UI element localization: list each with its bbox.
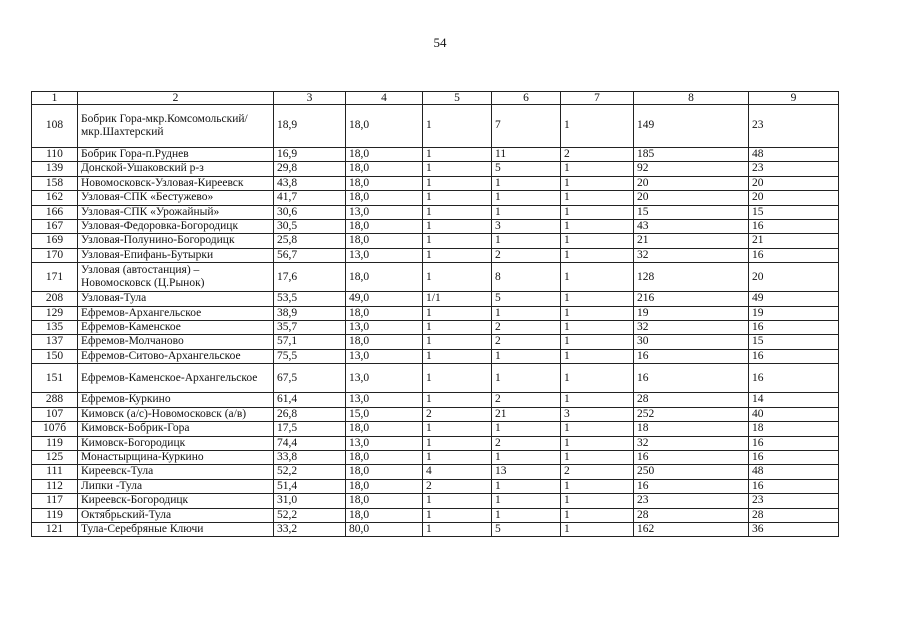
table-cell: 1: [492, 494, 561, 508]
table-cell: 32: [634, 248, 749, 262]
table-cell: 1: [423, 436, 492, 450]
route-name-cell: Ефремов-Молчаново: [78, 335, 274, 349]
table-cell: 32: [634, 436, 749, 450]
table-cell: 1: [561, 393, 634, 407]
table-cell: 1: [492, 508, 561, 522]
table-row: [32, 148, 839, 162]
table-cell: 21: [749, 234, 839, 248]
table-cell: 15,0: [346, 407, 423, 421]
table-cell: 48: [749, 148, 839, 162]
route-number-cell: 171: [32, 263, 78, 292]
table-cell: 1: [561, 191, 634, 205]
table-cell: 43: [634, 220, 749, 234]
table-cell: 13,0: [346, 349, 423, 363]
route-name-cell: Монастырщина-Куркино: [78, 450, 274, 464]
table-cell: 18,0: [346, 220, 423, 234]
table-cell: 18,0: [346, 422, 423, 436]
route-name-cell: Кимовск-Бобрик-Гора: [78, 422, 274, 436]
column-header-9: 9: [749, 92, 839, 105]
route-name-cell: Кимовск (а/с)-Новомосковск (а/в): [78, 407, 274, 421]
table-cell: 1: [423, 220, 492, 234]
table-cell: 1: [561, 321, 634, 335]
table-cell: 40: [749, 407, 839, 421]
table-cell: 51,4: [274, 479, 346, 493]
table-cell: 18,0: [346, 105, 423, 148]
column-header-4: 4: [346, 92, 423, 105]
table-cell: 1: [423, 162, 492, 176]
table-cell: 75,5: [274, 349, 346, 363]
table-cell: 16: [749, 248, 839, 262]
table-cell: 1: [561, 162, 634, 176]
table-cell: 1: [423, 508, 492, 522]
table-row: [32, 162, 839, 176]
table-cell: 1: [492, 364, 561, 393]
table-cell: 33,8: [274, 450, 346, 464]
table-cell: 1: [561, 220, 634, 234]
table-cell: 1: [561, 450, 634, 464]
table-cell: 2: [423, 407, 492, 421]
table-cell: 80,0: [346, 522, 423, 536]
route-name-cell: Бобрик Гора-п.Руднев: [78, 148, 274, 162]
table-cell: 1: [561, 349, 634, 363]
route-name-cell: Узловая-Епифань-Бутырки: [78, 248, 274, 262]
table-cell: 67,5: [274, 364, 346, 393]
table-cell: 5: [492, 292, 561, 306]
table-cell: 4: [423, 465, 492, 479]
table-cell: 17,6: [274, 263, 346, 292]
route-number-cell: 112: [32, 479, 78, 493]
table-cell: 18,0: [346, 306, 423, 320]
table-cell: 1: [423, 450, 492, 464]
route-number-cell: 150: [32, 349, 78, 363]
table-cell: 1: [423, 191, 492, 205]
table-cell: 18,0: [346, 263, 423, 292]
table-cell: 2: [492, 393, 561, 407]
table-cell: 20: [749, 191, 839, 205]
table-cell: 16: [749, 436, 839, 450]
table-cell: 20: [749, 176, 839, 190]
table-cell: 30: [634, 335, 749, 349]
column-header-5: 5: [423, 92, 492, 105]
table-cell: 162: [634, 522, 749, 536]
table-cell: 1: [423, 176, 492, 190]
route-name-cell: Узловая-Тула: [78, 292, 274, 306]
table-cell: 16: [749, 450, 839, 464]
table-row: [32, 522, 839, 536]
table-cell: 1: [423, 205, 492, 219]
table-cell: 20: [634, 191, 749, 205]
route-name-cell: Киреевск-Богородицк: [78, 494, 274, 508]
table-cell: 1: [492, 306, 561, 320]
table-cell: 16: [634, 450, 749, 464]
table-row: [32, 306, 839, 320]
table-cell: 3: [492, 220, 561, 234]
route-name-cell: Бобрик Гора-мкр.Комсомольский/мкр.Шахтерский: [78, 105, 274, 148]
table-cell: 18: [634, 422, 749, 436]
table-cell: 28: [634, 508, 749, 522]
table-cell: 15: [749, 335, 839, 349]
table-cell: 48: [749, 465, 839, 479]
table-cell: 1: [561, 306, 634, 320]
route-name-cell: Тула-Серебряные Ключи: [78, 522, 274, 536]
table-row: [32, 494, 839, 508]
table-cell: 16: [749, 364, 839, 393]
route-number-cell: 158: [32, 176, 78, 190]
table-row: [32, 234, 839, 248]
table-cell: 2: [561, 148, 634, 162]
route-name-cell: Узловая-СПК «Урожайный»: [78, 205, 274, 219]
table-cell: 1: [561, 508, 634, 522]
table-cell: 185: [634, 148, 749, 162]
table-cell: 30,6: [274, 205, 346, 219]
table-row: [32, 335, 839, 349]
route-name-cell: Ефремов-Ситово-Архангельское: [78, 349, 274, 363]
table-cell: 41,7: [274, 191, 346, 205]
table-row: [32, 220, 839, 234]
table-cell: 13,0: [346, 321, 423, 335]
table-cell: 16: [749, 349, 839, 363]
route-name-cell: Узловая-Федоровка-Богородицк: [78, 220, 274, 234]
table-cell: 20: [749, 263, 839, 292]
table-cell: 1: [492, 191, 561, 205]
table-cell: 2: [492, 335, 561, 349]
table-cell: 35,7: [274, 321, 346, 335]
table-cell: 49,0: [346, 292, 423, 306]
route-number-cell: 119: [32, 508, 78, 522]
table-cell: 18,0: [346, 494, 423, 508]
table-cell: 1: [423, 263, 492, 292]
table-cell: 57,1: [274, 335, 346, 349]
table-cell: 13,0: [346, 205, 423, 219]
route-number-cell: 288: [32, 393, 78, 407]
table-body: [32, 105, 839, 537]
table-cell: 1: [561, 335, 634, 349]
table-cell: 1: [423, 349, 492, 363]
table-row: [32, 407, 839, 421]
table-cell: 28: [634, 393, 749, 407]
table-cell: 1: [492, 349, 561, 363]
table-cell: 1: [492, 205, 561, 219]
table-cell: 2: [492, 248, 561, 262]
route-number-cell: 125: [32, 450, 78, 464]
table-cell: 1: [492, 479, 561, 493]
table-cell: 1: [423, 248, 492, 262]
table-cell: 43,8: [274, 176, 346, 190]
table-cell: 1: [561, 436, 634, 450]
table-row: [32, 422, 839, 436]
table-cell: 18,0: [346, 162, 423, 176]
table-cell: 36: [749, 522, 839, 536]
table-cell: 16: [634, 364, 749, 393]
table-cell: 21: [492, 407, 561, 421]
route-table: [31, 91, 839, 537]
route-name-cell: Узловая-СПК «Бестужево»: [78, 191, 274, 205]
table-cell: 16: [634, 479, 749, 493]
table-cell: 5: [492, 522, 561, 536]
table-cell: 11: [492, 148, 561, 162]
table-cell: 61,4: [274, 393, 346, 407]
table-row: [32, 321, 839, 335]
column-header-8: 8: [634, 92, 749, 105]
table-row: [32, 479, 839, 493]
route-name-cell: Октябрьский-Тула: [78, 508, 274, 522]
table-row: [32, 364, 839, 393]
route-name-cell: Кимовск-Богородицк: [78, 436, 274, 450]
page-number: 54: [433, 35, 447, 50]
table-cell: 1: [423, 393, 492, 407]
table-cell: 15: [749, 205, 839, 219]
route-number-cell: 162: [32, 191, 78, 205]
table-cell: 21: [634, 234, 749, 248]
table-cell: 23: [634, 494, 749, 508]
table-cell: 38,9: [274, 306, 346, 320]
table-cell: 20: [634, 176, 749, 190]
table-row: [32, 263, 839, 292]
route-name-cell: Новомосковск-Узловая-Киреевск: [78, 176, 274, 190]
table-cell: 18,9: [274, 105, 346, 148]
table-cell: 7: [492, 105, 561, 148]
table-cell: 3: [561, 407, 634, 421]
route-number-cell: 111: [32, 465, 78, 479]
route-number-cell: 135: [32, 321, 78, 335]
route-number-cell: 107б: [32, 422, 78, 436]
table-cell: 16: [749, 321, 839, 335]
table-cell: 19: [749, 306, 839, 320]
table-cell: 1: [561, 364, 634, 393]
table-header-row: [32, 92, 839, 105]
table-cell: 1: [561, 234, 634, 248]
table-cell: 1: [492, 234, 561, 248]
table-cell: 92: [634, 162, 749, 176]
table-cell: 1: [423, 364, 492, 393]
table-cell: 13,0: [346, 364, 423, 393]
route-number-cell: 166: [32, 205, 78, 219]
table-cell: 8: [492, 263, 561, 292]
table-cell: 32: [634, 321, 749, 335]
table-cell: 23: [749, 162, 839, 176]
table-cell: 2: [423, 479, 492, 493]
table-cell: 1: [423, 321, 492, 335]
route-name-cell: Узловая-Полунино-Богородицк: [78, 234, 274, 248]
table-cell: 1: [423, 522, 492, 536]
table-cell: 16: [749, 220, 839, 234]
table-cell: 149: [634, 105, 749, 148]
table-cell: 1: [561, 205, 634, 219]
table-cell: 18,0: [346, 450, 423, 464]
column-header-7: 7: [561, 92, 634, 105]
table-cell: 1: [492, 450, 561, 464]
route-number-cell: 129: [32, 306, 78, 320]
table-cell: 1: [561, 248, 634, 262]
table-row: [32, 191, 839, 205]
table-cell: 18: [749, 422, 839, 436]
route-number-cell: 208: [32, 292, 78, 306]
table-cell: 18,0: [346, 479, 423, 493]
route-name-cell: Ефремов-Каменское-Архангельское: [78, 364, 274, 393]
route-number-cell: 117: [32, 494, 78, 508]
table-cell: 1: [561, 422, 634, 436]
table-cell: 56,7: [274, 248, 346, 262]
table-cell: 13,0: [346, 436, 423, 450]
route-number-cell: 167: [32, 220, 78, 234]
table-cell: 16,9: [274, 148, 346, 162]
table-cell: 1/1: [423, 292, 492, 306]
column-header-6: 6: [492, 92, 561, 105]
route-number-cell: 108: [32, 105, 78, 148]
column-header-3: 3: [274, 92, 346, 105]
table-cell: 13: [492, 465, 561, 479]
table-row: [32, 393, 839, 407]
table-cell: 25,8: [274, 234, 346, 248]
table-cell: 1: [423, 422, 492, 436]
table-cell: 18,0: [346, 191, 423, 205]
table-cell: 31,0: [274, 494, 346, 508]
table-cell: 18,0: [346, 335, 423, 349]
route-number-cell: 121: [32, 522, 78, 536]
table-row: [32, 436, 839, 450]
table-cell: 1: [423, 494, 492, 508]
table-cell: 19: [634, 306, 749, 320]
table-cell: 52,2: [274, 508, 346, 522]
table-cell: 5: [492, 162, 561, 176]
table-row: [32, 105, 839, 148]
table-cell: 15: [634, 205, 749, 219]
table-cell: 18,0: [346, 176, 423, 190]
route-number-cell: 170: [32, 248, 78, 262]
table-row: [32, 205, 839, 219]
table-cell: 1: [492, 422, 561, 436]
table-cell: 14: [749, 393, 839, 407]
table-cell: 16: [749, 479, 839, 493]
table-cell: 74,4: [274, 436, 346, 450]
table-cell: 1: [423, 234, 492, 248]
table-cell: 28: [749, 508, 839, 522]
table-cell: 18,0: [346, 465, 423, 479]
route-name-cell: Ефремов-Куркино: [78, 393, 274, 407]
column-header-2: 2: [78, 92, 274, 105]
route-name-cell: Ефремов-Каменское: [78, 321, 274, 335]
table-cell: 17,5: [274, 422, 346, 436]
route-number-cell: 169: [32, 234, 78, 248]
table-cell: 18,0: [346, 234, 423, 248]
table-cell: 18,0: [346, 148, 423, 162]
table-cell: 23: [749, 494, 839, 508]
table-cell: 33,2: [274, 522, 346, 536]
table-cell: 1: [561, 522, 634, 536]
table-cell: 250: [634, 465, 749, 479]
table-cell: 1: [561, 263, 634, 292]
table-cell: 1: [423, 306, 492, 320]
table-cell: 1: [423, 105, 492, 148]
table-cell: 1: [423, 335, 492, 349]
table-cell: 1: [561, 176, 634, 190]
table-cell: 2: [561, 465, 634, 479]
table-cell: 1: [492, 176, 561, 190]
table-cell: 53,5: [274, 292, 346, 306]
table-cell: 1: [561, 494, 634, 508]
table-row: [32, 465, 839, 479]
table-cell: 252: [634, 407, 749, 421]
route-name-cell: Донской-Ушаковский р-з: [78, 162, 274, 176]
route-name-cell: Ефремов-Архангельское: [78, 306, 274, 320]
table-cell: 1: [561, 105, 634, 148]
table-row: [32, 176, 839, 190]
table-cell: 1: [561, 292, 634, 306]
table-cell: 18,0: [346, 508, 423, 522]
route-number-cell: 107: [32, 407, 78, 421]
table-cell: 26,8: [274, 407, 346, 421]
table-cell: 29,8: [274, 162, 346, 176]
table-cell: 30,5: [274, 220, 346, 234]
table-cell: 216: [634, 292, 749, 306]
table-cell: 2: [492, 321, 561, 335]
route-name-cell: Узловая (автостанция) – Новомосковск (Ц.Рынок): [78, 263, 274, 292]
table-cell: 23: [749, 105, 839, 148]
route-number-cell: 110: [32, 148, 78, 162]
route-name-cell: Липки -Тула: [78, 479, 274, 493]
table-cell: 13,0: [346, 248, 423, 262]
table-cell: 1: [423, 148, 492, 162]
route-number-cell: 119: [32, 436, 78, 450]
table-cell: 1: [561, 479, 634, 493]
route-name-cell: Киреевск-Тула: [78, 465, 274, 479]
table-cell: 16: [634, 349, 749, 363]
table-cell: 13,0: [346, 393, 423, 407]
route-number-cell: 151: [32, 364, 78, 393]
table-cell: 128: [634, 263, 749, 292]
table-cell: 49: [749, 292, 839, 306]
table-row: [32, 292, 839, 306]
column-header-1: 1: [32, 92, 78, 105]
table-row: [32, 248, 839, 262]
table-row: [32, 349, 839, 363]
table-cell: 52,2: [274, 465, 346, 479]
table-cell: 2: [492, 436, 561, 450]
table-row: [32, 450, 839, 464]
table-row: [32, 508, 839, 522]
route-number-cell: 139: [32, 162, 78, 176]
route-number-cell: 137: [32, 335, 78, 349]
